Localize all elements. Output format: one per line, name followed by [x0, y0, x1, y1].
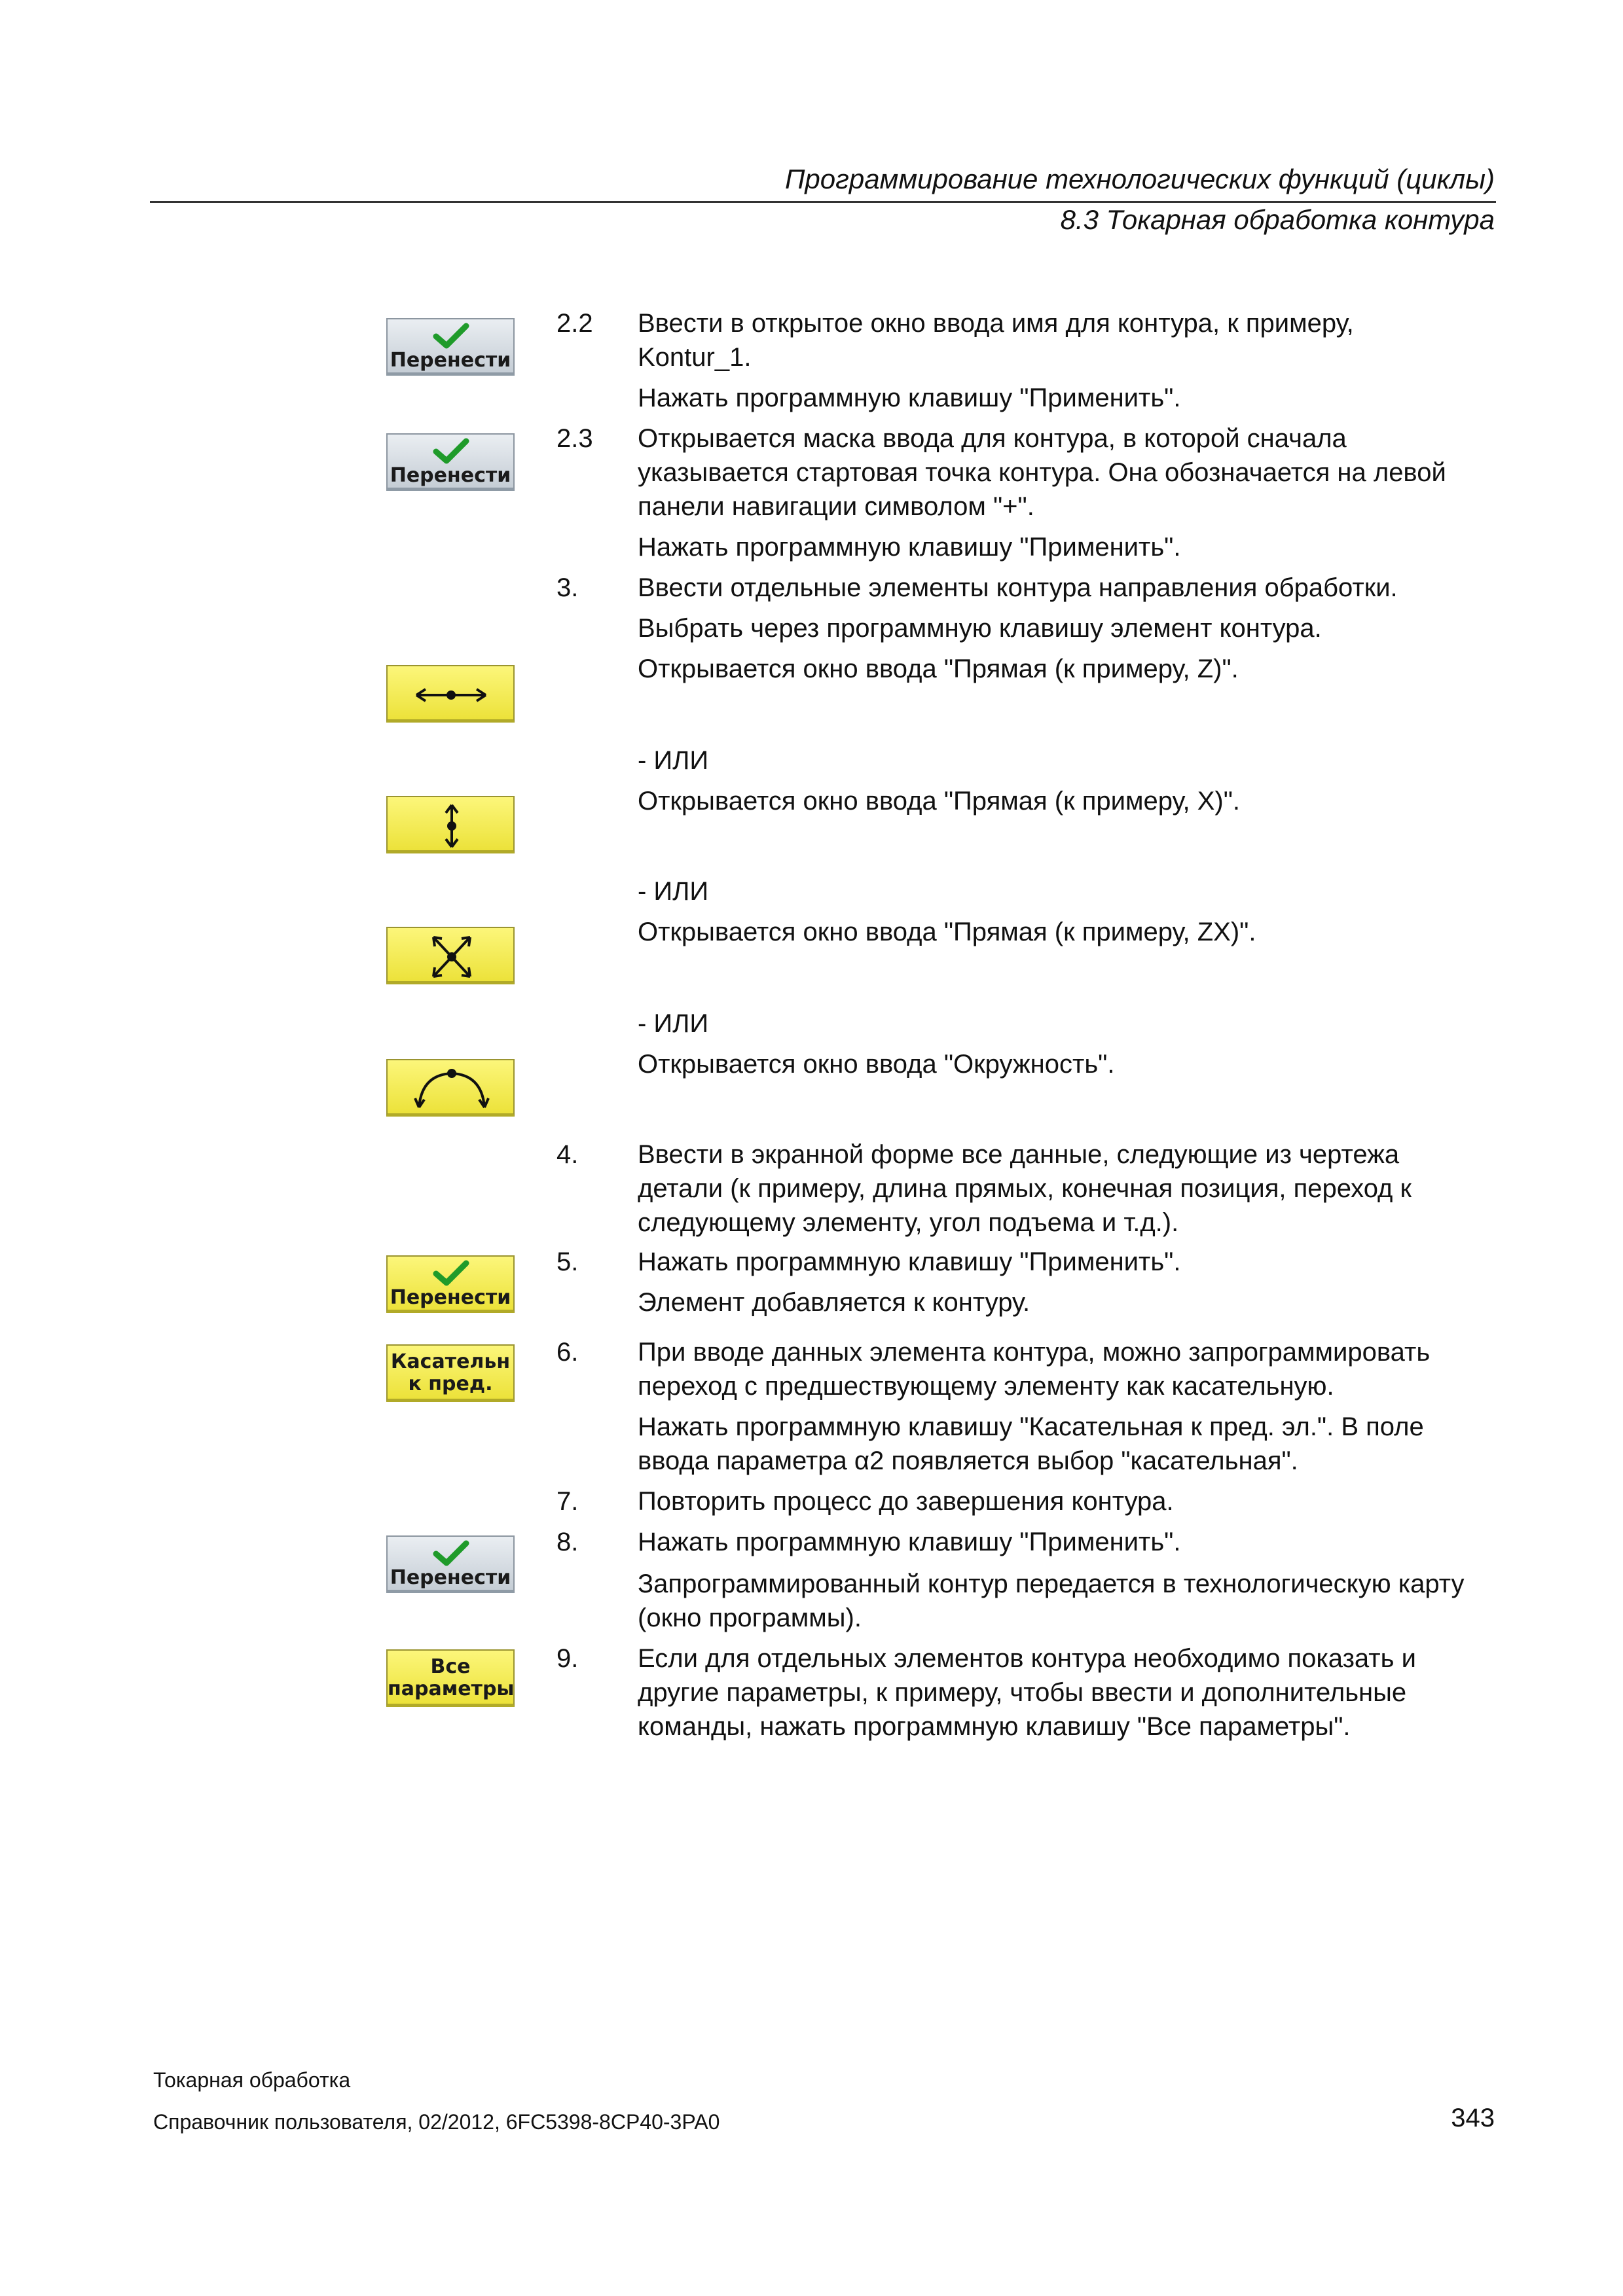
- footer-manual: Справочник пользователя, 02/2012, 6FC5398-8CP40-3PA0: [153, 2110, 720, 2134]
- step-text: панели навигации символом "+".: [638, 492, 1034, 521]
- step-text: - ИЛИ: [638, 746, 709, 775]
- softkey-label: Все: [430, 1655, 471, 1678]
- check-icon: [432, 1259, 470, 1288]
- step-text: Открывается маска ввода для контура, в которой сначала: [638, 424, 1347, 453]
- running-header-chapter: Программирование технологических функций (циклы): [784, 164, 1495, 194]
- step-text: следующему элементу, угол подъема и т.д.).: [638, 1208, 1179, 1237]
- page-number: 343: [1451, 2104, 1495, 2132]
- step-text: - ИЛИ: [638, 1009, 709, 1038]
- step-number: 5.: [556, 1247, 579, 1276]
- step-text: Открывается окно ввода "Прямая (к примеру, ZX)".: [638, 918, 1256, 946]
- transfer-softkey[interactable]: [386, 318, 515, 376]
- softkey-label: к пред.: [408, 1372, 493, 1395]
- step-number: 2.3: [556, 424, 593, 453]
- step-text: детали (к примеру, длина прямых, конечная позиция, переход к: [638, 1174, 1412, 1203]
- step-number: 7.: [556, 1487, 579, 1516]
- step-text: другие параметры, к примеру, чтобы ввести и дополнительные: [638, 1678, 1407, 1707]
- step-text: Нажать программную клавишу "Касательная к пред. эл.". В поле: [638, 1412, 1424, 1441]
- step-text: Нажать программную клавишу "Применить".: [638, 384, 1181, 412]
- check-icon: [432, 1539, 470, 1568]
- step-text: команды, нажать программную клавишу "Все параметры".: [638, 1712, 1351, 1741]
- softkey-label: Перенести: [390, 349, 511, 372]
- line-horizontal-softkey[interactable]: [386, 665, 515, 723]
- step-number: 6.: [556, 1338, 579, 1367]
- check-icon: [432, 437, 470, 466]
- all-parameters-softkey[interactable]: [386, 1649, 515, 1707]
- step-text: (окно программы).: [638, 1604, 862, 1632]
- line-diagonal-icon: [388, 928, 516, 986]
- step-text: Открывается окно ввода "Окружность".: [638, 1050, 1115, 1079]
- softkey-label: Перенести: [390, 464, 511, 487]
- transfer-softkey[interactable]: [386, 433, 515, 491]
- step-text: Нажать программную клавишу "Применить".: [638, 1528, 1181, 1556]
- step-text: Нажать программную клавишу "Применить".: [638, 533, 1181, 562]
- check-icon: [432, 322, 470, 351]
- step-text: - ИЛИ: [638, 877, 709, 906]
- header-divider: [150, 201, 1496, 203]
- softkey-label: Касательн: [390, 1350, 511, 1373]
- softkey-label: Перенести: [390, 1286, 511, 1309]
- tangent-softkey[interactable]: [386, 1344, 515, 1402]
- step-text: ввода параметра α2 появляется выбор "касательная".: [638, 1446, 1298, 1475]
- step-text: переход с предшествующему элементу как касательную.: [638, 1372, 1334, 1401]
- step-text: Ввести в открытое окно ввода имя для контура, к примеру,: [638, 309, 1354, 338]
- line-horizontal-icon: [388, 666, 516, 724]
- step-text: указывается стартовая точка контура. Она обозначается на левой: [638, 458, 1446, 487]
- step-number: 4.: [556, 1140, 579, 1169]
- step-text: При вводе данных элемента контура, можно запрограммировать: [638, 1338, 1431, 1367]
- step-text: Если для отдельных элементов контура необходимо показать и: [638, 1644, 1416, 1673]
- transfer-softkey[interactable]: [386, 1535, 515, 1593]
- step-text: Открывается окно ввода "Прямая (к примеру, X)".: [638, 787, 1241, 816]
- running-header-section: 8.3 Токарная обработка контура: [1060, 204, 1495, 235]
- step-number: 9.: [556, 1644, 579, 1673]
- step-text: Ввести в экранной форме все данные, следующие из чертежа: [638, 1140, 1400, 1169]
- step-text: Элемент добавляется к контуру.: [638, 1288, 1030, 1317]
- step-text: Kontur_1.: [638, 343, 752, 372]
- step-text: Нажать программную клавишу "Применить".: [638, 1247, 1181, 1276]
- step-number: 2.2: [556, 309, 593, 338]
- step-text: Выбрать через программную клавишу элемент контура.: [638, 614, 1322, 643]
- softkey-label: Перенести: [390, 1566, 511, 1589]
- step-text: Запрограммированный контур передается в технологическую карту: [638, 1570, 1465, 1598]
- softkey-label: параметры: [388, 1677, 515, 1700]
- step-text: Открывается окно ввода "Прямая (к примеру, Z)".: [638, 655, 1239, 683]
- line-vertical-icon: [388, 797, 516, 855]
- footer-title: Токарная обработка: [153, 2068, 351, 2092]
- transfer-softkey[interactable]: [386, 1255, 515, 1313]
- step-text: Повторить процесс до завершения контура.: [638, 1487, 1174, 1516]
- step-number: 3.: [556, 573, 579, 602]
- arc-icon: [388, 1060, 516, 1118]
- step-text: Ввести отдельные элементы контура направления обработки.: [638, 573, 1398, 602]
- line-vertical-softkey[interactable]: [386, 796, 515, 853]
- line-diagonal-softkey[interactable]: [386, 927, 515, 984]
- arc-softkey[interactable]: [386, 1059, 515, 1117]
- step-number: 8.: [556, 1528, 579, 1556]
